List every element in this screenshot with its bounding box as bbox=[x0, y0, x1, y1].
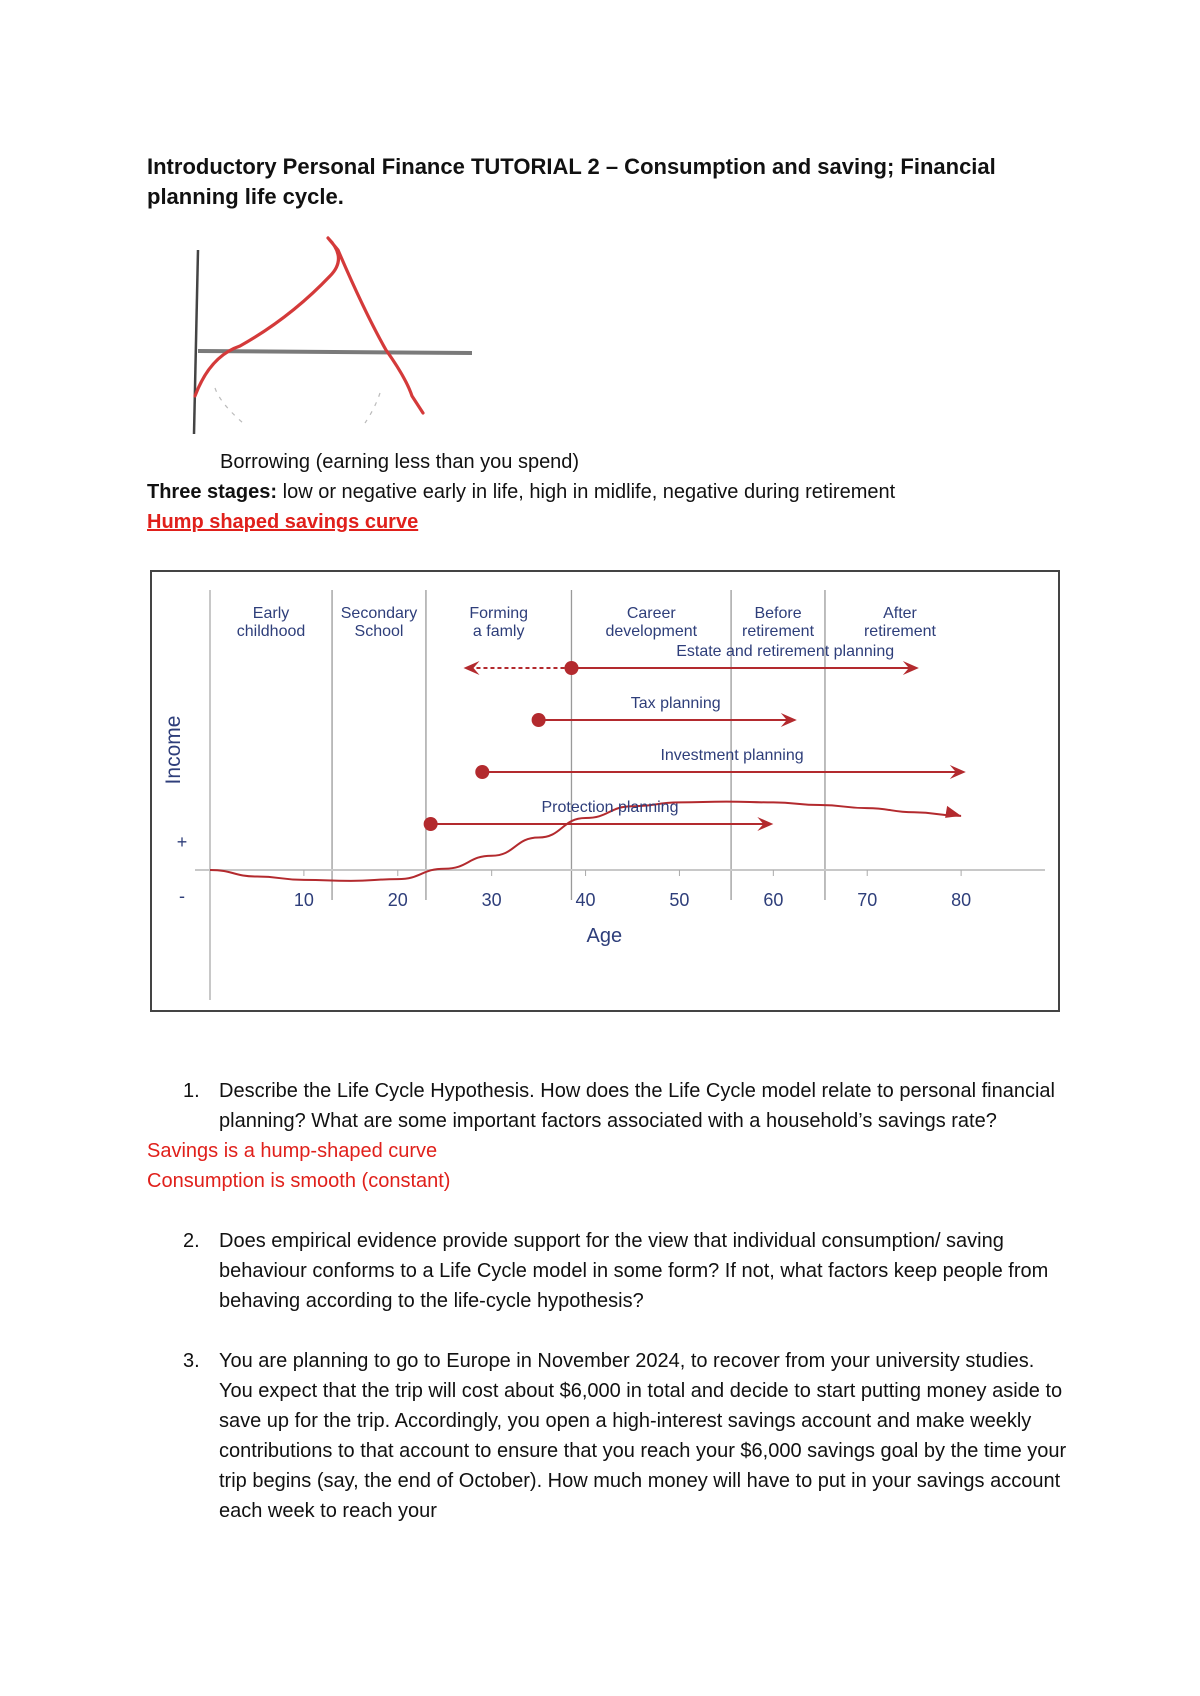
spacer bbox=[147, 1316, 1067, 1346]
question-item bbox=[147, 1076, 1067, 1136]
three-stages-line bbox=[147, 477, 1087, 507]
x-tick-label: 30 bbox=[481, 890, 502, 910]
planning-arrow-start-dot bbox=[424, 817, 438, 831]
stage-label: Early bbox=[252, 605, 290, 622]
x-tick-label: 10 bbox=[293, 890, 314, 910]
question-text: Describe the Life Cycle Hypothesis. How does the Life Cycle model relate to personal financial planning? What are some important factors associated with a household’s savings rate? bbox=[219, 1080, 1055, 1132]
page-title bbox=[147, 152, 1047, 212]
answer-block bbox=[147, 1136, 1067, 1196]
stage-label: retirement bbox=[742, 623, 815, 640]
planning-arrow-start-dot bbox=[532, 713, 546, 727]
three-stages-text: low or negative early in life, high in midlife, negative during retirement bbox=[282, 481, 896, 503]
chart-y-plus-sign: + bbox=[176, 832, 188, 852]
question-list bbox=[147, 1076, 1067, 1526]
hump-heading: Hump shaped savings curve bbox=[147, 511, 419, 533]
sketch-faint-mark-left bbox=[215, 388, 243, 423]
chart-y-minus-sign: - bbox=[179, 886, 185, 906]
question-item bbox=[147, 1346, 1067, 1526]
three-stages-label: Three stages: bbox=[147, 481, 278, 503]
spacer bbox=[147, 1196, 1067, 1226]
x-tick-label: 60 bbox=[763, 890, 784, 910]
stage-label: development bbox=[605, 623, 698, 640]
question-number: 3. bbox=[183, 1350, 200, 1372]
x-tick-label: 40 bbox=[575, 890, 596, 910]
planning-arrow-start-dot bbox=[475, 765, 489, 779]
question-text: You are planning to go to Europe in November 2024, to recover from your university studies. You expect that the trip will cost about $6,000 in total and decide to start putting money aside to save up for the trip. Accordingly, you open a high-interest savings account and make weekly contributions to that account to ensure that you reach your $6,000 savings goal by the time your trip begins (say, the end of October). How much money will have to put in your savings account each week to reach your bbox=[219, 1350, 1067, 1522]
sketch-faint-mark-right bbox=[365, 393, 380, 423]
title-course: Introductory Personal Finance bbox=[147, 154, 465, 179]
hand-drawn-savings-sketch bbox=[180, 228, 480, 438]
stage-label: After bbox=[883, 605, 917, 622]
x-tick-label: 80 bbox=[951, 890, 972, 910]
planning-arrow-label: Estate and retirement planning bbox=[676, 643, 895, 660]
stage-label: childhood bbox=[236, 623, 306, 640]
planning-arrow-label: Tax planning bbox=[630, 695, 721, 712]
x-tick-label: 50 bbox=[669, 890, 690, 910]
stage-label: School bbox=[354, 623, 404, 640]
chart-y-axis-label: Income bbox=[162, 715, 185, 785]
question-number: 2. bbox=[183, 1230, 200, 1252]
answer-line: Consumption is smooth (constant) bbox=[147, 1170, 451, 1192]
borrowing-note: Borrowing (earning less than you spend) bbox=[220, 451, 580, 473]
stage-label: Forming bbox=[469, 605, 529, 622]
chart-x-axis-label: Age bbox=[586, 925, 623, 947]
sketch-axis-vertical bbox=[194, 250, 198, 434]
stage-label: a famly bbox=[472, 623, 525, 640]
sketch-axis-horizontal bbox=[198, 351, 472, 353]
stage-label: Secondary bbox=[340, 605, 418, 622]
planning-arrow-label: Investment planning bbox=[660, 747, 804, 764]
sketch-hump-curve bbox=[195, 238, 423, 413]
question-item bbox=[147, 1226, 1067, 1316]
stage-label: Career bbox=[626, 605, 676, 622]
title-tutorial: TUTORIAL 2 – Consumption and saving; Financial planning life cycle. bbox=[147, 154, 996, 209]
stage-label: retirement bbox=[863, 623, 937, 640]
financial-planning-life-cycle-chart bbox=[150, 570, 1060, 1012]
question-number: 1. bbox=[183, 1080, 200, 1102]
stage-label: Before bbox=[754, 605, 802, 622]
x-tick-label: 20 bbox=[387, 890, 408, 910]
question-text: Does empirical evidence provide support for the view that individual consumption/ saving behaviour conforms to a Life Cycle model in some form? If not, what factors keep people from behaving according to the life-cycle hypothesis? bbox=[219, 1230, 1049, 1312]
planning-arrow-label: Protection planning bbox=[541, 799, 679, 816]
answer-line: Savings is a hump-shaped curve bbox=[147, 1140, 438, 1162]
x-tick-label: 70 bbox=[857, 890, 878, 910]
